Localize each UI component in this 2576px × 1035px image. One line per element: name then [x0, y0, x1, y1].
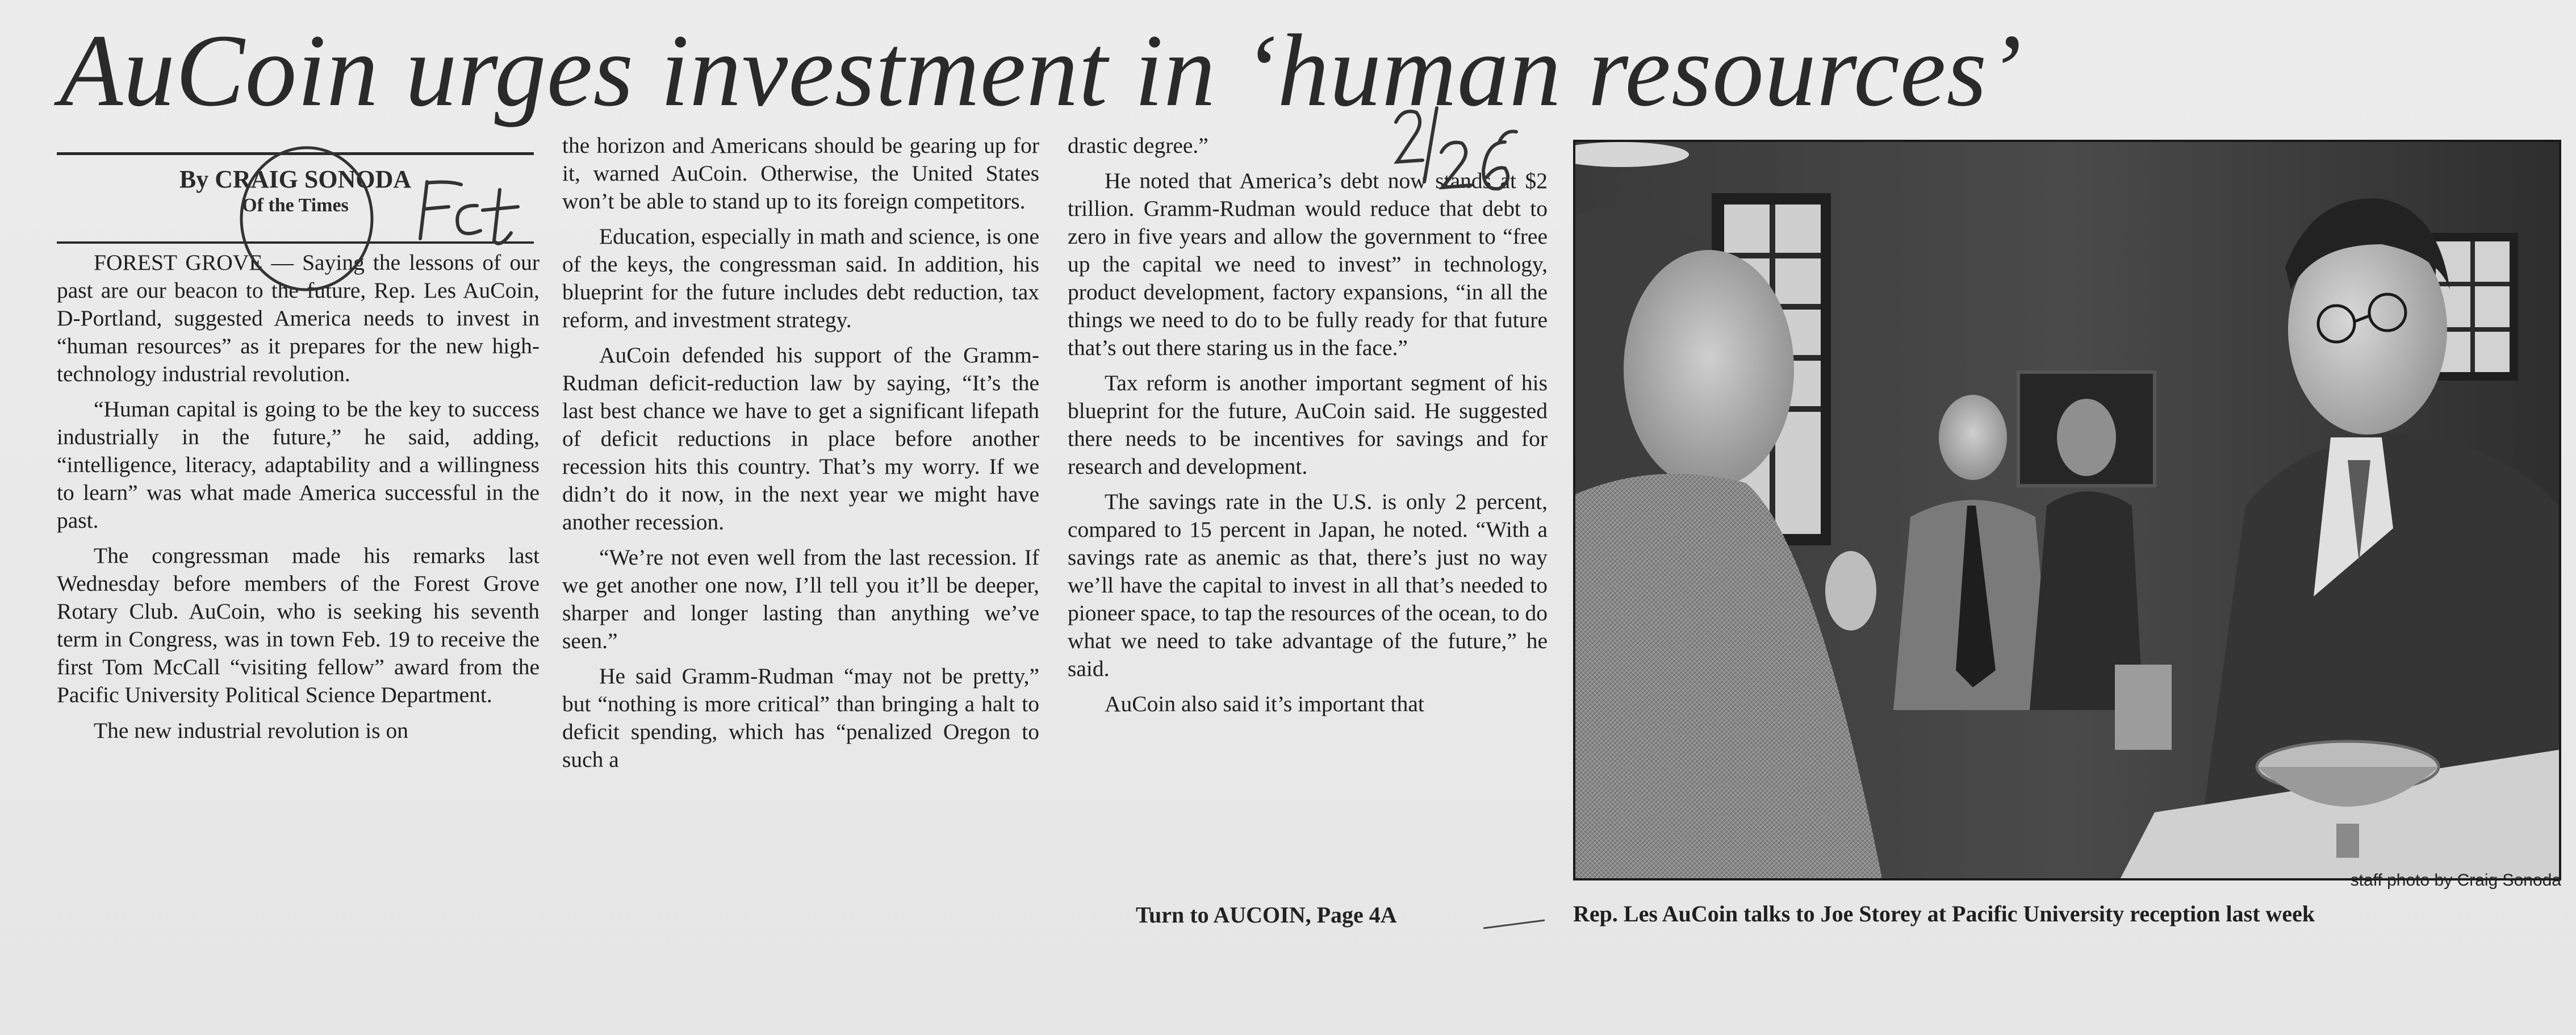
jump-line: Turn to AUCOIN, Page 4A [1136, 902, 1397, 928]
photo-illustration [1575, 142, 2559, 878]
article-column-3 [1068, 132, 1548, 725]
paragraph: “We’re not even well from the last recession. If we get another one now, I’ll tell you it’ll be deeper, sharper and longer lasting than anything we’ve seen.” [562, 545, 1039, 653]
byline [57, 165, 534, 217]
paragraph: AuCoin also said it’s important that [1105, 691, 1424, 716]
photo-credit: staff photo by Craig Sonoda [2350, 871, 2561, 890]
paragraph: He said Gramm-Rudman “may not be pretty,” but “nothing is more critical” than bringing a halt to deficit spending, which has “penalized Oregon to such a [562, 663, 1039, 772]
paragraph: “Human capital is going to be the key to success industrially in the future,” he said, adding, “intelligence, literacy, adaptability and a willingness to learn” was what made America successful in the past. [57, 397, 540, 533]
headline: AuCoin urges investment in ‘human resources’ [60, 14, 2022, 128]
byline-affiliation: Of the Times [242, 195, 349, 216]
paragraph: the horizon and Americans should be gearing up for it, warned AuCoin. Otherwise, the United States won’t be able to stand up to its foreign competitors. [562, 133, 1039, 214]
paragraph: The savings rate in the U.S. is only 2 percent, compared to 15 percent in Japan, he noted. “With a savings rate as anemic as that, there’s just no way we’ll have the capital to invest in all that’s needed to pioneer space, to tap the resources of the ocean, to do what we need to take advantage of the future,” he said. [1068, 489, 1548, 681]
byline-bottom-rule [57, 241, 534, 244]
paragraph: Education, especially in math and science, is one of the keys, the congressman said. In addition, his blueprint for the future includes debt reduction, tax reform, and investment strategy. [562, 224, 1039, 332]
photo-caption: Rep. Les AuCoin talks to Joe Storey at Pacific University reception last week [1573, 901, 2315, 927]
article-column-2 [562, 132, 1039, 781]
byline-top-rule [57, 152, 534, 155]
paragraph: He noted that America’s debt now stands at $2 trillion. Gramm-Rudman would reduce that debt to zero in five years and allow the government to “free up the capital we need to invest” in technology, product development, factory expansions, “in all the things we need to do to be fully ready for that future that’s out there staring us in the face.” [1068, 168, 1548, 360]
news-photo [1573, 140, 2561, 880]
byline-name: By CRAIG SONODA [179, 165, 412, 193]
paragraph: FOREST GROVE — Saying the lessons of our past are our beacon to the future, Rep. Les AuCoin, D-Portland, suggested America needs to invest in “human resources” as it prepares for the new high-technology industrial revolution. [57, 250, 540, 386]
paragraph: The congressman made his remarks last Wednesday before members of the Forest Grove Rotary Club. AuCoin, who is seeking his seventh term in Congress, was in town Feb. 19 to receive the first Tom McCall “visiting fellow” award from the Pacific University Political Science Department. [57, 543, 540, 707]
article-column-1 [57, 249, 540, 752]
paragraph: Tax reform is another important segment of his blueprint for the future, AuCoin said. He suggested there needs to be incentives for savings and for research and development. [1068, 370, 1548, 479]
paragraph: The new industrial revolution is on [94, 718, 409, 743]
paragraph: AuCoin defended his support of the Gramm-Rudman deficit-reduction law by saying, “It’s the last best chance we have to get a significant lifepath of deficit reductions in place before another recession hits this country. That’s my worry. If we didn’t do it now, in the next year we might have another recession. [562, 343, 1039, 535]
paragraph: drastic degree.” [1068, 133, 1208, 158]
